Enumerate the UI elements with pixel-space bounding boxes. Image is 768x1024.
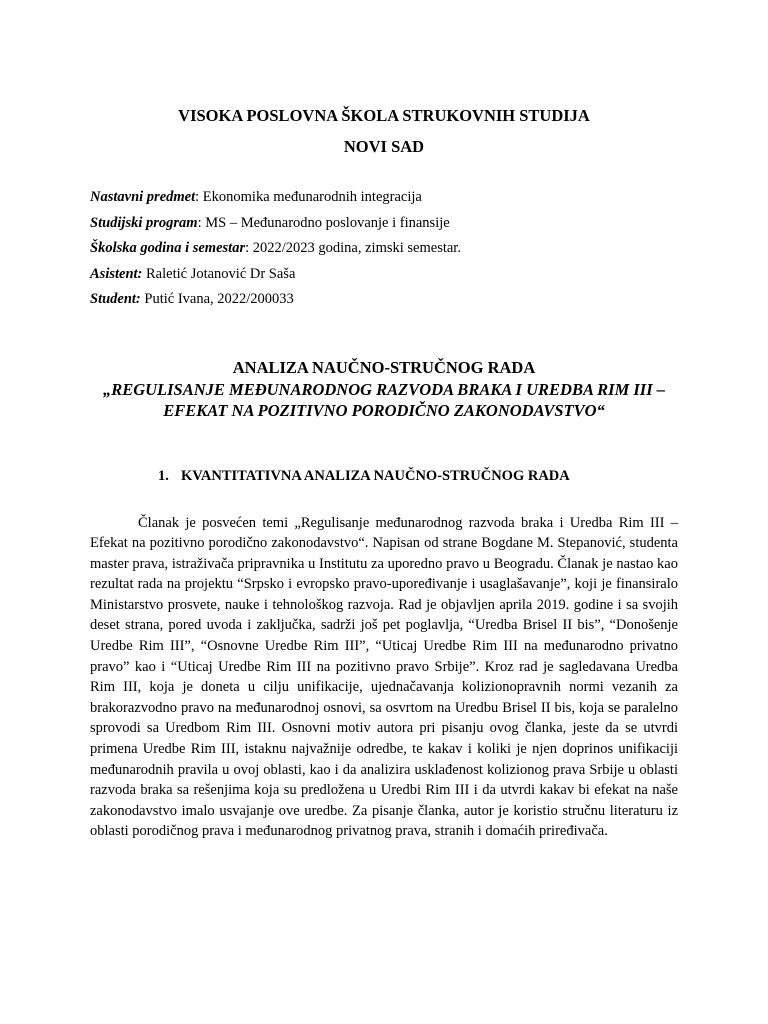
document-title (90, 357, 678, 421)
student-value: Putić Ivana, 2022/200033 (140, 291, 294, 307)
institution-city: NOVI SAD (343, 137, 425, 156)
body-paragraph: Članak je posvećen temi „Regulisanje međunarodnog razvoda braka i Uredba Rim III – Efekat na pozitivno porodično zakonodavstvo“. Napisan od strane Bogdane M. Stepanović, studenta master prava, istraživača pripravnika u Institutu za uporedno pravo u Beogradu. Članak je nastao kao rezultat rada na projektu “Srpsko i evropsko pravo-upoređivanje i usaglašavanje”, koji je finansiralo Ministarstvo prosvete, nauke i tehnološkog razvoja. Rad je objavljen aprila 2019. godine i sa svojih deset strana, pored uvoda i zaključka, sadrži još pet poglavlja, “Uredba Brisel II bis”, “Donošenje Uredbe Rim III”, “Osnovne Uredbe Rim III”, “Uticaj Uredbe Rim III na međunarodno privatno pravo” kao i “Uticaj Uredbe Rim III na pozitivno pravo Srbije”. Kroz rad je sagledavana Uredba Rim III, koja je doneta u cilju unifikacije, ujednačavanja kolizionopravnih normi vezanih za brakorazvodno pravo na međunarodnoj osnovi, sa osvrtom na Uredbu Brisel II bis, koja se paralelno sprovodi sa Uredbom Rim III. Osnovni motiv autora pri pisanju ovog članka, jeste da se utvrdi primena Uredbe Rim III, istaknu najvažnije odredbe, te kakav i koliki je njen doprinos unifikaciji međunarodnih pravila u ovoj oblasti, kao i da analizira usklađenost kolizionog prava Srbije u oblasti razvoda braka sa rešenjima koja su predložena u Uredbi Rim III i da utvrdi kakav bi efekat na naše zakonodavstvo imalo usvajanje ove uredbe. Za pisanje članka, autor je koristio stručnu literaturu iz oblasti porodičnog prava i međunarodnog privatnog prava, stranih i domaćih priređivača. (90, 514, 678, 840)
course-subject-value: : Ekonomika međunarodnih integracija (195, 189, 422, 205)
course-info (90, 185, 678, 313)
institution-name: VISOKA POSLOVNA ŠKOLA STRUKOVNIH STUDIJA (178, 106, 590, 125)
assistant-label: Asistent: (90, 265, 143, 282)
assistant-value: Raletić Jotanović Dr Saša (142, 265, 296, 282)
study-program-value: : MS – Međunarodno poslovanje i finansije (197, 214, 450, 231)
school-year-label: Školska godina i semestar (90, 240, 246, 256)
course-subject-label: Nastavni predmet (90, 189, 196, 205)
document-title-main: ANALIZA NAUČNO-STRUČNOG RADA (232, 357, 536, 377)
section-title: KVANTITATIVNA ANALIZA NAUČNO-STRUČNOG RADA (181, 467, 570, 484)
school-year-value: : 2022/2023 godina, zimski semestar. (245, 240, 461, 256)
student-line (90, 287, 678, 313)
assistant-line (90, 262, 678, 288)
section-heading (90, 466, 678, 486)
school-year-line (90, 236, 678, 262)
student-label: Student: (90, 291, 141, 307)
course-subject-line (90, 185, 678, 211)
institution-header (90, 100, 678, 162)
study-program-label: Studijski program (90, 214, 198, 231)
study-program-line (90, 211, 678, 237)
document-title-subject: „REGULISANJE MEĐUNARODNOG RAZVODA BRAKA I UREDBA RIM III – EFEKAT NA POZITIVNO PORODIČNO ZAKONODAVSTVO“ (102, 379, 666, 420)
section-number: 1. (158, 467, 169, 484)
